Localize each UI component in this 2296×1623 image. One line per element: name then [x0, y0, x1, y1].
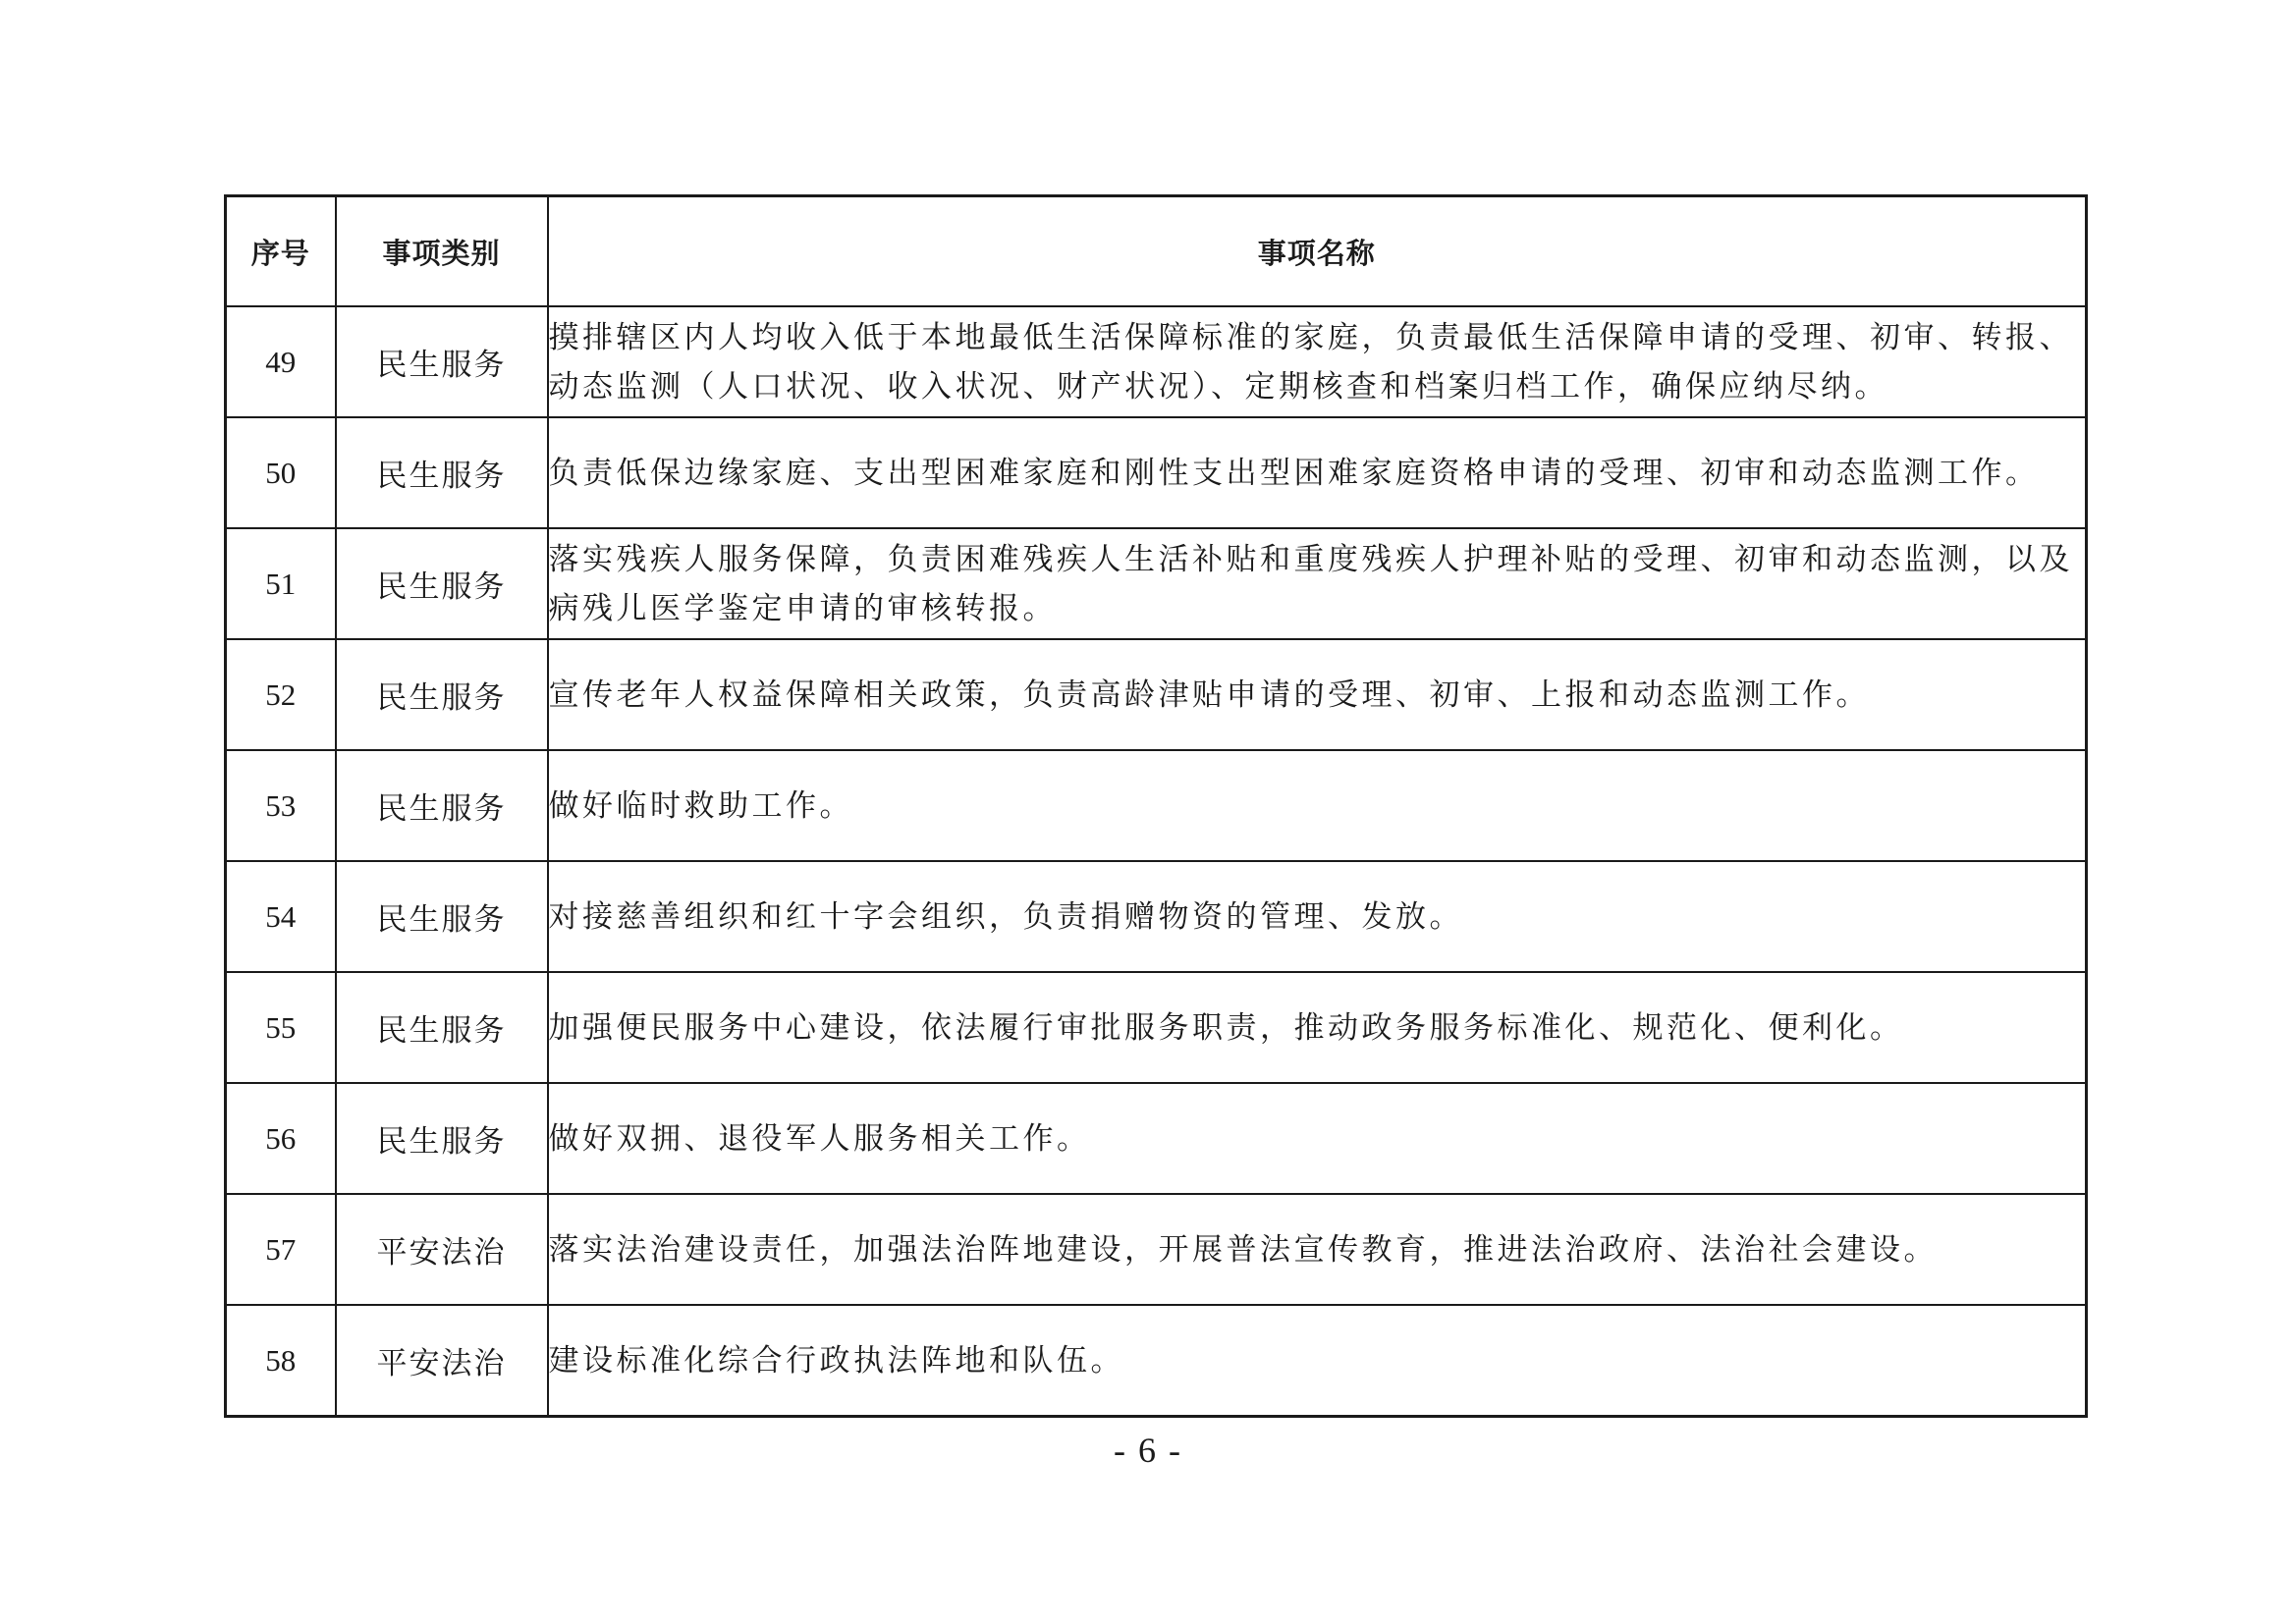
table-row	[226, 417, 2087, 528]
row-seq: 58	[226, 1305, 336, 1417]
table-row	[226, 750, 2087, 861]
row-name: 建设标准化综合行政执法阵地和队伍。	[548, 1305, 2087, 1417]
row-category: 民生服务	[336, 750, 548, 861]
row-category: 民生服务	[336, 528, 548, 639]
table-row	[226, 1194, 2087, 1305]
matters-table	[224, 194, 2088, 1418]
table-row	[226, 306, 2087, 417]
row-seq: 51	[226, 528, 336, 639]
table-row	[226, 861, 2087, 972]
row-category: 民生服务	[336, 639, 548, 750]
row-category: 民生服务	[336, 1083, 548, 1194]
row-seq: 50	[226, 417, 336, 528]
row-name: 落实残疾人服务保障，负责困难残疾人生活补贴和重度残疾人护理补贴的受理、初审和动态监测，以及病残儿医学鉴定申请的审核转报。	[548, 528, 2087, 639]
row-seq: 57	[226, 1194, 336, 1305]
row-seq: 56	[226, 1083, 336, 1194]
table-row	[226, 639, 2087, 750]
page-number: - 6 -	[1114, 1431, 1182, 1470]
row-category: 民生服务	[336, 861, 548, 972]
row-category: 平安法治	[336, 1305, 548, 1417]
table-header-row	[226, 196, 2087, 307]
row-name: 负责低保边缘家庭、支出型困难家庭和刚性支出型困难家庭资格申请的受理、初审和动态监测工作。	[548, 417, 2087, 528]
row-category: 平安法治	[336, 1194, 548, 1305]
row-name: 做好双拥、退役军人服务相关工作。	[548, 1083, 2087, 1194]
header-name: 事项名称	[548, 196, 2087, 307]
row-name: 宣传老年人权益保障相关政策，负责高龄津贴申请的受理、初审、上报和动态监测工作。	[548, 639, 2087, 750]
row-seq: 53	[226, 750, 336, 861]
row-category: 民生服务	[336, 417, 548, 528]
row-seq: 52	[226, 639, 336, 750]
table-row	[226, 528, 2087, 639]
table-row	[226, 972, 2087, 1083]
row-seq: 49	[226, 306, 336, 417]
row-name: 加强便民服务中心建设，依法履行审批服务职责，推动政务服务标准化、规范化、便利化。	[548, 972, 2087, 1083]
table-row	[226, 1083, 2087, 1194]
table-row	[226, 1305, 2087, 1417]
row-name: 摸排辖区内人均收入低于本地最低生活保障标准的家庭，负责最低生活保障申请的受理、初审、转报、动态监测（人口状况、收入状况、财产状况）、定期核查和档案归档工作，确保应纳尽纳。	[548, 306, 2087, 417]
header-category: 事项类别	[336, 196, 548, 307]
row-category: 民生服务	[336, 972, 548, 1083]
row-name: 对接慈善组织和红十字会组织，负责捐赠物资的管理、发放。	[548, 861, 2087, 972]
row-name: 做好临时救助工作。	[548, 750, 2087, 861]
header-seq: 序号	[226, 196, 336, 307]
row-name: 落实法治建设责任，加强法治阵地建设，开展普法宣传教育，推进法治政府、法治社会建设。	[548, 1194, 2087, 1305]
row-seq: 55	[226, 972, 336, 1083]
row-category: 民生服务	[336, 306, 548, 417]
row-seq: 54	[226, 861, 336, 972]
